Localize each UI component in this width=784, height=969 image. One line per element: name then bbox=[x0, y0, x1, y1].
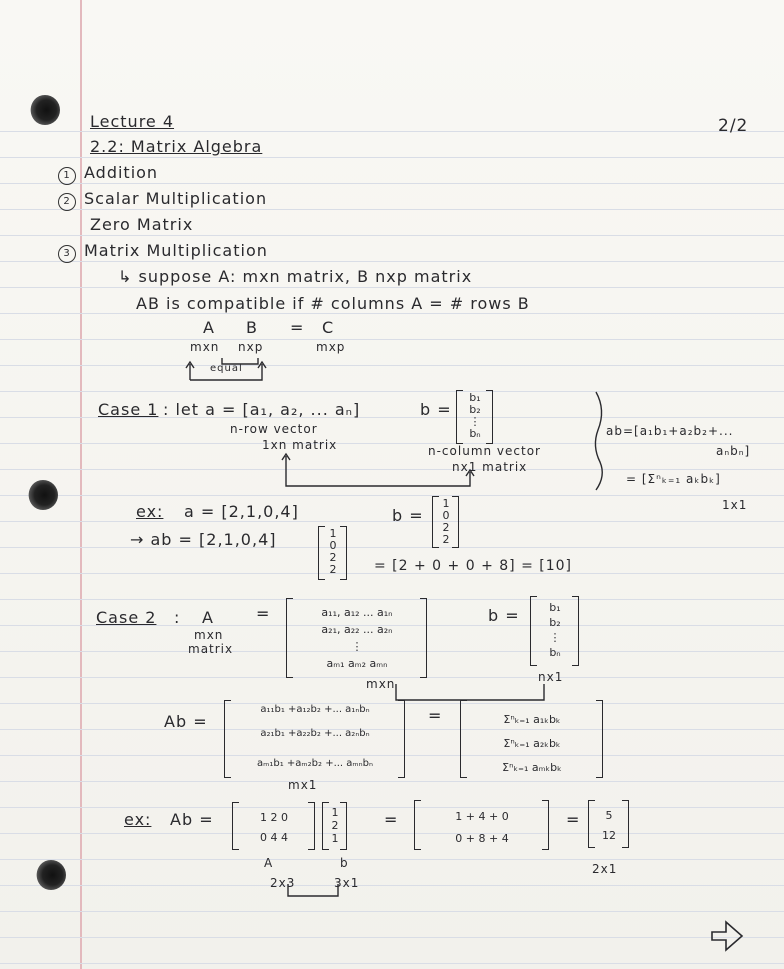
vector-entry: b₂ bbox=[549, 616, 561, 629]
page-number: 2/2 bbox=[718, 116, 749, 136]
case2-a-desc2: matrix bbox=[188, 642, 234, 656]
vector-entry: 5 bbox=[605, 809, 613, 822]
equal-label: equal bbox=[210, 363, 243, 374]
ex2-a-name: A bbox=[264, 856, 274, 870]
case2-colon: : bbox=[174, 608, 181, 627]
case1-a-desc2: 1xn matrix bbox=[262, 438, 338, 452]
vector-entry: ⋮ bbox=[469, 415, 481, 428]
sum-row: Σⁿₖ₌₁ a₂ₖbₖ bbox=[503, 737, 561, 750]
vector-entry: bₙ bbox=[549, 646, 561, 659]
vector-entry: 1 bbox=[442, 497, 450, 510]
topic-number: 3 bbox=[58, 245, 76, 263]
matrix-row: a₁₁, a₁₂ ... a₁ₙ bbox=[321, 606, 393, 619]
case2-a-desc: mxn bbox=[194, 628, 224, 642]
ex1-label: ex: bbox=[136, 502, 164, 521]
matrix-row: a₂₁b₁ +a₂₂b₂ +... a₂ₙbₙ bbox=[260, 728, 370, 739]
ex2-equals2: = bbox=[566, 810, 581, 829]
ex2-label: ex: bbox=[124, 810, 152, 829]
topic-text: Zero Matrix bbox=[90, 215, 194, 234]
vector-entry: b₁ bbox=[469, 391, 481, 404]
matrix-row: a₁₁b₁ +a₁₂b₂ +... a₁ₙbₙ bbox=[260, 704, 370, 715]
vector-entry: b₂ bbox=[469, 403, 481, 416]
vector-entry: 1 bbox=[329, 527, 337, 540]
topic-text: Addition bbox=[84, 163, 159, 182]
case1-result: ab=[a₁b₁+a₂b₂+... bbox=[606, 424, 734, 438]
matrix-row: a₂₁, a₂₂ ... a₂ₙ bbox=[321, 623, 393, 636]
vector-entry: 12 bbox=[602, 829, 616, 842]
ex2-result-dim: 2x1 bbox=[592, 862, 618, 876]
matrix-row: ⋮ bbox=[351, 640, 363, 653]
case1-b-desc: n-column vector bbox=[428, 444, 541, 458]
vector-entry: 0 bbox=[442, 509, 450, 522]
c-dimension: mxp bbox=[316, 340, 346, 354]
matrix-b-label: B bbox=[246, 318, 258, 337]
sum-row: Σⁿₖ₌₁ a₁ₖbₖ bbox=[503, 713, 561, 726]
vector-entry: b₁ bbox=[549, 601, 561, 614]
section-subtitle: 2.2: Matrix Algebra bbox=[90, 137, 263, 156]
topic-text: Matrix Multiplication bbox=[84, 241, 268, 260]
matrix-row: aₘ₁ aₘ₂ aₘₙ bbox=[326, 657, 388, 670]
case1-result-cont: aₙbₙ] bbox=[716, 444, 751, 458]
vector-entry: bₙ bbox=[469, 427, 481, 440]
vector-entry: 2 bbox=[331, 819, 339, 832]
matrix-row: aₘ₁b₁ +aₘ₂b₂ +... aₘₙbₙ bbox=[257, 758, 373, 769]
ex1-result: = [2 + 0 + 0 + 8] = [10] bbox=[374, 558, 572, 574]
ab-equals: = bbox=[428, 706, 443, 725]
vector-entry: 2 bbox=[329, 551, 337, 564]
ex1-product-line: → ab = [2,1,0,4] bbox=[130, 530, 277, 549]
ex1-b-label: b = bbox=[392, 506, 424, 525]
ex2-ab-label: Ab = bbox=[170, 810, 214, 829]
equals-sign: = bbox=[290, 318, 305, 337]
lecture-title: Lecture 4 bbox=[90, 112, 175, 131]
matrix-a-label: A bbox=[203, 318, 215, 337]
b-dimension: nxp bbox=[238, 340, 264, 354]
case2-b-dim: nx1 bbox=[538, 670, 564, 684]
case1-b-desc2: nx1 matrix bbox=[452, 460, 528, 474]
a-dimension: mxn bbox=[190, 340, 220, 354]
matrix-row: 1 + 4 + 0 bbox=[455, 810, 509, 823]
vector-entry: 2 bbox=[329, 563, 337, 576]
matrix-c-label: C bbox=[322, 318, 335, 337]
topic-number: 2 bbox=[58, 193, 76, 211]
topic-text: Scalar Multiplication bbox=[84, 189, 268, 208]
matrix-row: 1 2 0 bbox=[260, 811, 288, 824]
vector-entry: 1 bbox=[331, 806, 339, 819]
case2-a-label: A bbox=[202, 608, 214, 627]
topic-number: 1 bbox=[58, 167, 76, 185]
case1-a-desc: n-row vector bbox=[230, 422, 318, 436]
case2-label: Case 2 bbox=[96, 608, 157, 627]
vector-entry: 0 bbox=[329, 539, 337, 552]
ex2-equals: = bbox=[384, 810, 399, 829]
case1-sum: = [Σⁿₖ₌₁ aₖbₖ] bbox=[626, 472, 721, 486]
ex2-a-dim: 2x3 bbox=[270, 876, 296, 890]
case1-result-dim: 1x1 bbox=[722, 498, 748, 512]
arrow-right-outline-icon[interactable] bbox=[712, 922, 742, 950]
case1-label: Case 1 bbox=[98, 400, 159, 419]
vector-entry: 2 bbox=[442, 521, 450, 534]
ab-label: Ab = bbox=[164, 712, 208, 731]
ex2-b-dim: 3x1 bbox=[334, 876, 360, 890]
ab-dim: mx1 bbox=[288, 778, 318, 792]
ex2-b-name: b bbox=[340, 856, 349, 870]
case2-b-label: b = bbox=[488, 606, 520, 625]
case2-equals: = bbox=[256, 604, 271, 623]
sum-row: Σⁿₖ₌₁ aₘₖbₖ bbox=[502, 761, 562, 774]
matrix-row: 0 + 8 + 4 bbox=[455, 832, 509, 845]
case1-let: : let a = [a₁, a₂, ... aₙ] bbox=[163, 400, 361, 419]
case1-b-label: b = bbox=[420, 400, 452, 419]
vector-entry: ⋮ bbox=[549, 631, 561, 644]
ex1-a-line: a = [2,1,0,4] bbox=[184, 502, 299, 521]
suppose-line: ↳ suppose A: mxn matrix, B nxp matrix bbox=[118, 267, 473, 286]
compatible-line: AB is compatible if # columns A = # rows B bbox=[136, 294, 530, 313]
case2-a-dim: mxn bbox=[366, 677, 396, 691]
vector-entry: 2 bbox=[442, 533, 450, 546]
vector-entry: 1 bbox=[331, 832, 339, 845]
matrix-row: 0 4 4 bbox=[260, 831, 288, 844]
